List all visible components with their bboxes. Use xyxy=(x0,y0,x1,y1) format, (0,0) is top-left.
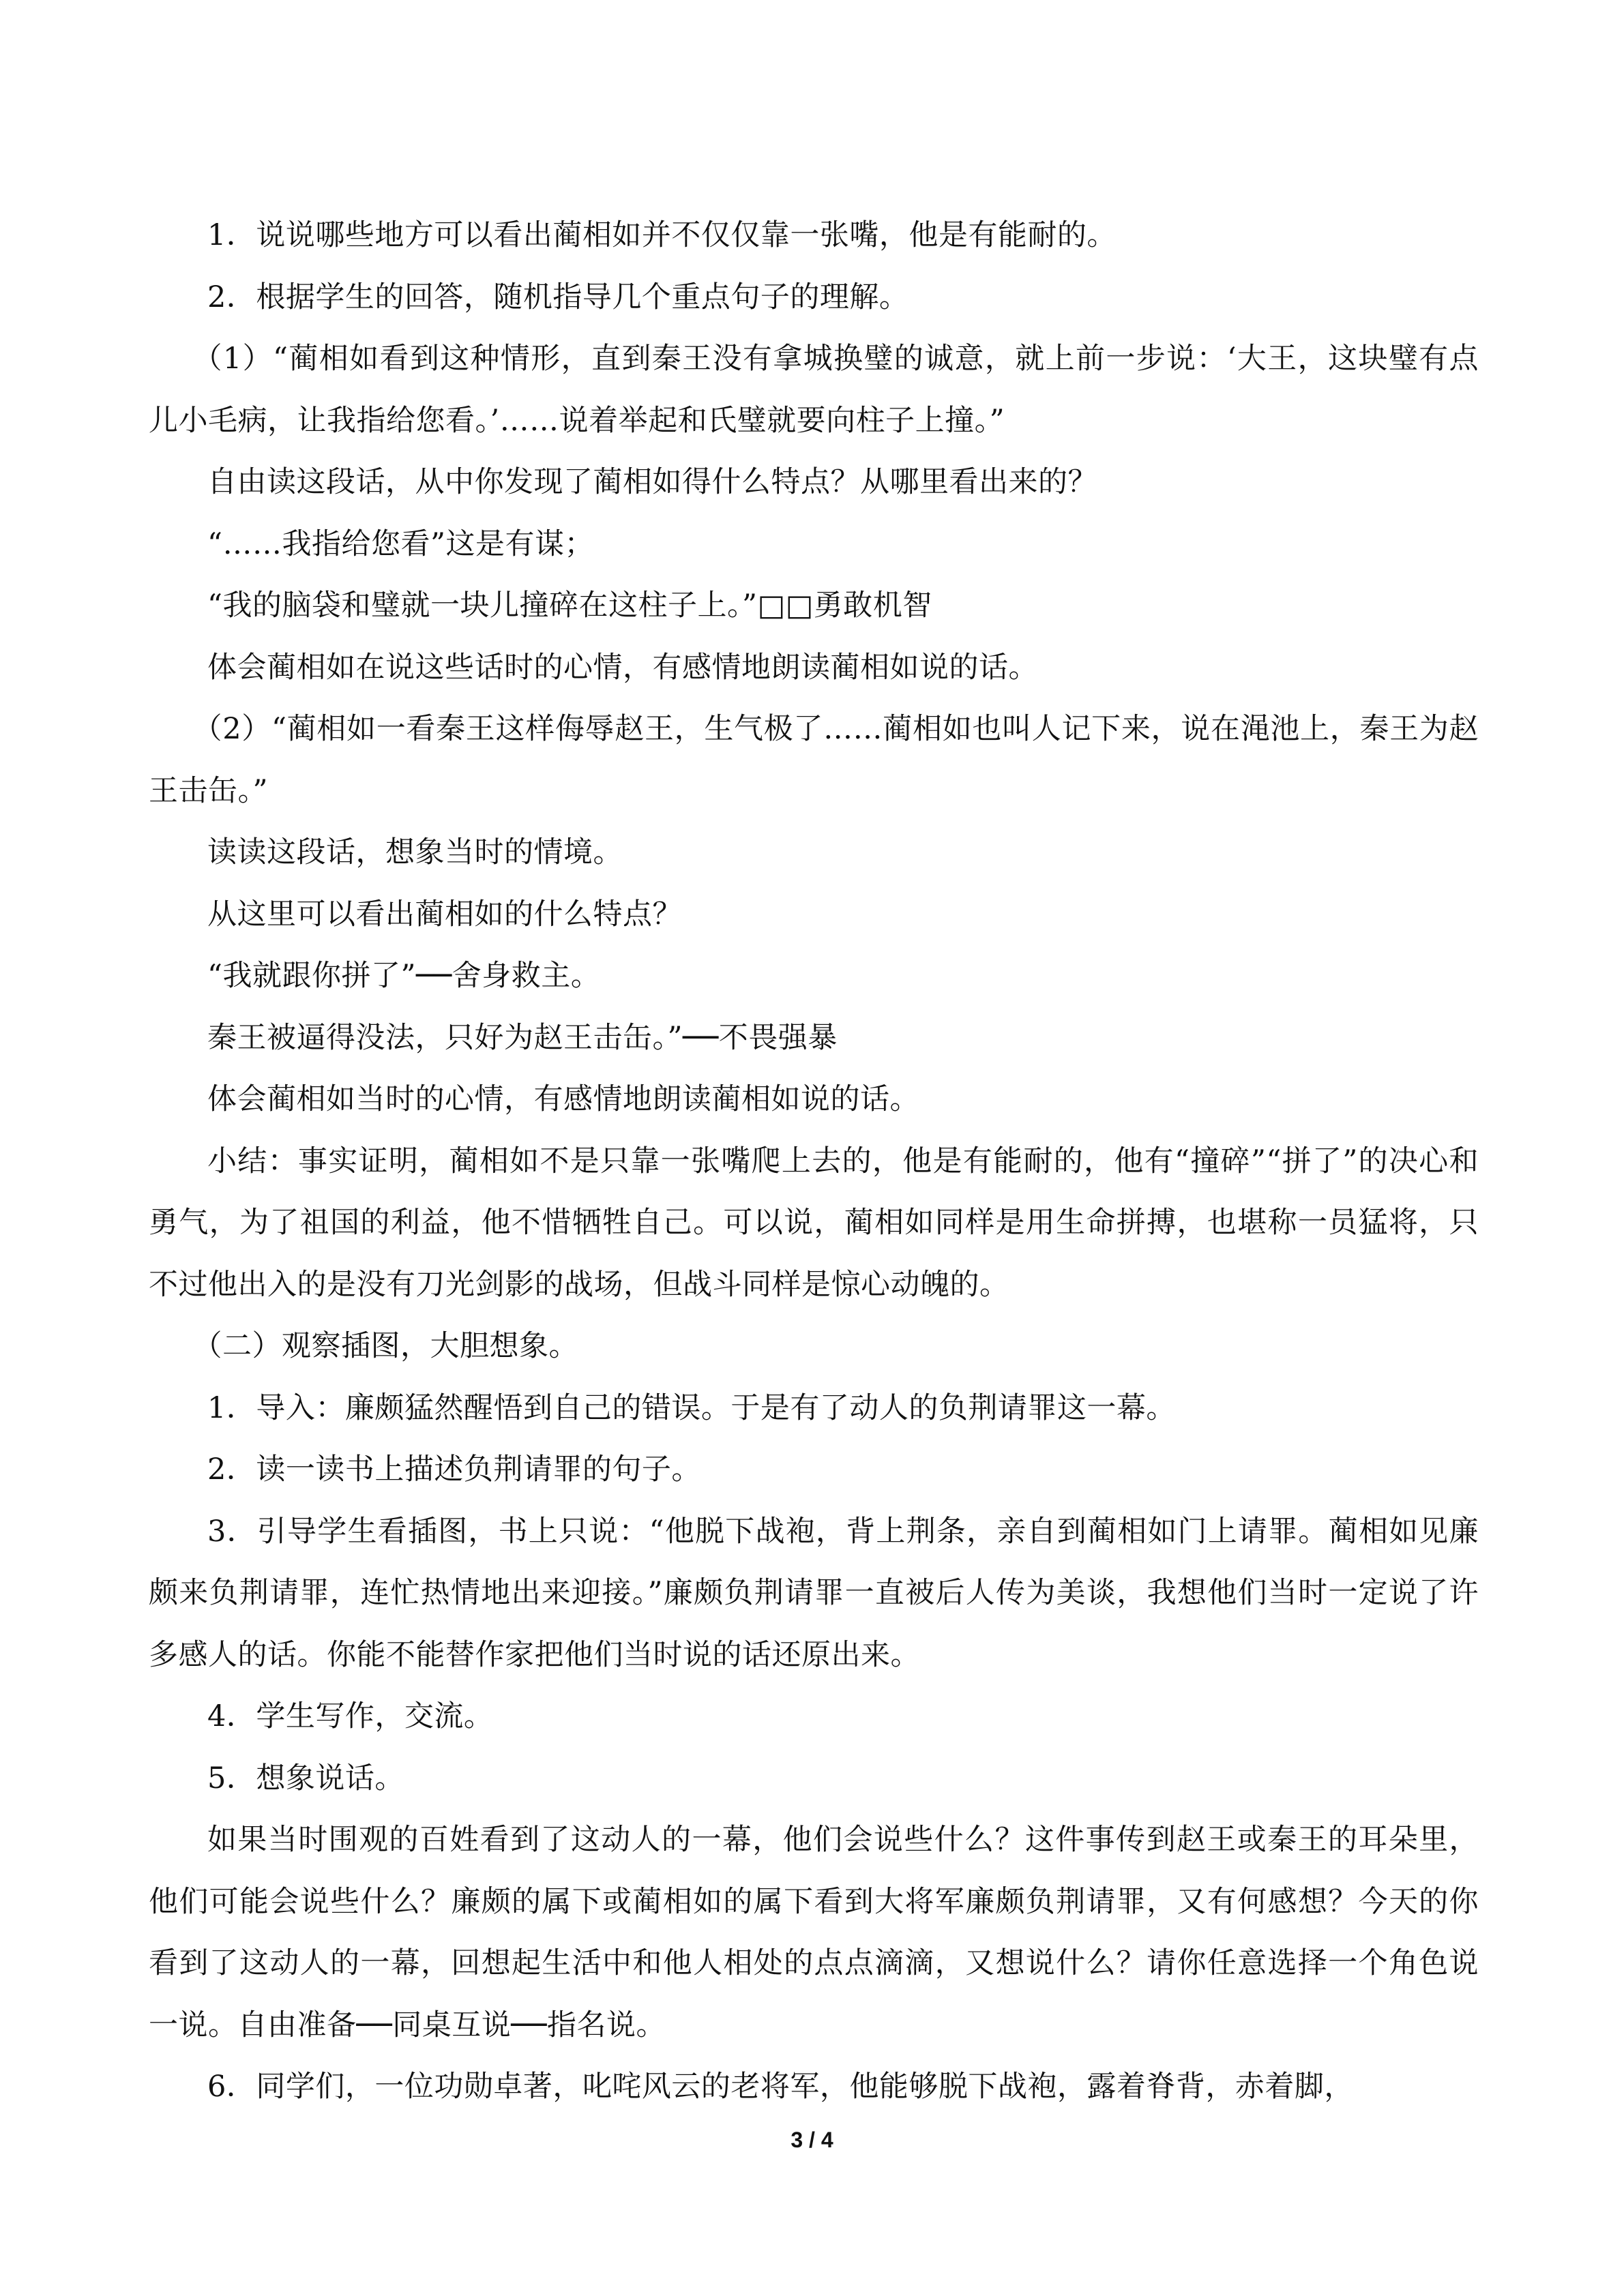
paragraph: “我的脑袋和璧就一块儿撞碎在这柱子上。”□□勇敢机智 xyxy=(207,588,932,623)
paragraph: 2．读一读书上描述负荆请罪的句子。 xyxy=(207,1452,701,1487)
paragraph: 体会蔺相如在说这些话时的心情，有感情地朗读蔺相如说的话。 xyxy=(207,650,1038,685)
paragraph: （1）“蔺相如看到这种情形，直到秦王没有拿城换璧的诚意，就上前一步说：‘大王，这块璧有点儿小毛病，让我指给您看。’……说着举起和氏璧就要向柱子上撞。” xyxy=(149,342,1479,438)
paragraph: “……我指给您看”这是有谋； xyxy=(207,526,594,561)
paragraph: 自由读这段话，从中你发现了蔺相如得什么特点？从哪里看出来的？ xyxy=(207,465,1097,499)
paragraph: “我就跟你拼了”──舍身救主。 xyxy=(207,959,601,993)
paragraph: 1．导入：廉颇猛然醒悟到自己的错误。于是有了动人的负荆请罪这一幕。 xyxy=(207,1390,1176,1425)
paragraph: 体会蔺相如当时的心情，有感情地朗读蔺相如说的话。 xyxy=(207,1082,919,1116)
paragraph: 4．学生写作，交流。 xyxy=(207,1699,494,1733)
paragraph: 3．引导学生看插图，书上只说：“他脱下战袍，背上荆条，亲自到蔺相如门上请罪。蔺相如见廉颇来负荆请罪，连忙热情地出来迎接。”廉颇负荆请罪一直被后人传为美谈，我想他们当时一定说了许多感人的话。你能不能替作家把他们当时说的话还原出来。 xyxy=(149,1514,1479,1672)
paragraph: （二）观察插图，大胆想象。 xyxy=(192,1329,578,1363)
paragraph: 小结：事实证明，蔺相如不是只靠一张嘴爬上去的，他是有能耐的，他有“撞碎”“拼了”的决心和勇气，为了祖国的利益，他不惜牺牲自己。可以说，蔺相如同样是用生命拼搏，也堪称一员猛将，只不过他出入的是没有刀光剑影的战场，但战斗同样是惊心动魄的。 xyxy=(149,1144,1479,1302)
paragraph: 如果当时围观的百姓看到了这动人的一幕，他们会说些什么？这件事传到赵王或秦王的耳朵里，他们可能会说些什么？廉颇的属下或蔺相如的属下看到大将军廉颇负荆请罪，又有何感想？今天的你看到了这动人的一幕，回想起生活中和他人相处的点点滴滴，又想说什么？请你任意选择一个角色说一说。自由准备──同桌互说──指名说。 xyxy=(149,1823,1479,2042)
paragraph: 从这里可以看出蔺相如的什么特点？ xyxy=(207,897,682,931)
paragraph: 秦王被逼得没法，只好为赵王击缶。”──不畏强暴 xyxy=(207,1020,838,1055)
paragraph: 1．说说哪些地方可以看出蔺相如并不仅仅靠一张嘴，他是有能耐的。 xyxy=(207,218,1117,252)
paragraph: 5．想象说话。 xyxy=(207,1761,404,1795)
paragraph: （2）“蔺相如一看秦王这样侮辱赵王，生气极了……蔺相如也叫人记下来，说在渑池上，秦王为赵王击缶。” xyxy=(149,712,1479,808)
page-number: 3 / 4 xyxy=(791,2128,833,2152)
paragraph: 读读这段话，想象当时的情境。 xyxy=(207,835,623,869)
paragraph: 2．根据学生的回答，随机指导几个重点句子的理解。 xyxy=(207,280,909,314)
paragraph: 6．同学们，一位功勋卓著，叱咤风云的老将军，他能够脱下战袍，露着脊背，赤着脚， xyxy=(207,2070,1354,2104)
document-body xyxy=(149,205,1479,2118)
